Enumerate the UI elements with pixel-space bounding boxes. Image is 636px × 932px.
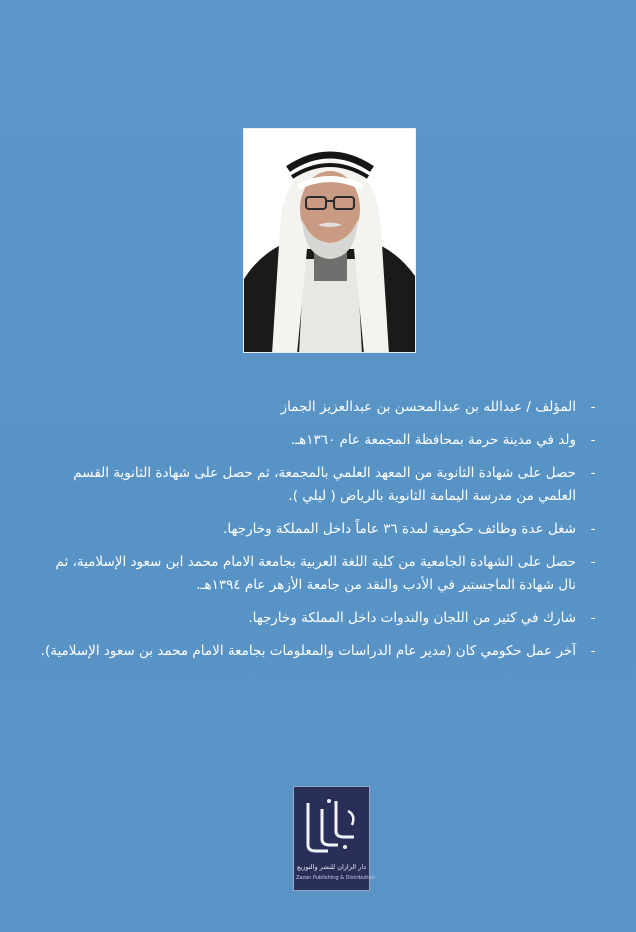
bullet-dash: - [590,521,596,537]
bio-item-text: حصل على الشهادة الجامعية من كلية اللغة العربية بجامعة الامام محمد ابن سعود الإسلامية، ثم نال شهادة الماجستير في الأدب والنقد من جامعة الأزهر عام ١٣٩٤هـ. [55,554,576,593]
bullet-dash: - [590,432,596,448]
bio-item-text: ولد في مدينة حرمة بمحافظة المجمعة عام ١٣٦٠هـ. [290,432,576,448]
bio-item-text: المؤلف / عبدالله بن عبدالمحسن بن عبدالعزيز الجماز [280,399,576,415]
bullet-dash: - [590,554,596,570]
bullet-dash: - [590,465,596,481]
publisher-name-english: Zazan Publishing & Distribution [296,875,375,881]
author-photo [243,128,416,353]
bio-item [40,640,600,663]
publisher-calligraphy-mark [302,795,361,857]
bio-item [40,396,600,419]
bio-item-text: آخر عمل حكومي كان (مدير عام الدراسات والمعلومات بجامعة الامام محمد بن سعود الإسلامية). [40,643,576,659]
bullet-dash: - [590,643,596,659]
bio-item-text: شارك في كثير من اللجان والندوات داخل المملكة وخارجها. [248,610,576,626]
author-portrait-illustration [244,129,416,353]
bullet-dash: - [590,610,596,626]
bio-item-text: شغل عدة وظائف حكومية لمدة ٣٦ عاماً داخل المملكة وخارجها. [223,521,576,537]
author-bio-list [40,396,600,673]
bio-item [40,607,600,630]
bio-item-text: حصل على شهادة الثانوية من المعهد العلمي بالمجمعة، ثم حصل على شهادة الثانوية القسم العلمي من مدرسة اليمامة الثانوية بالرياض ( ليلي ). [73,465,576,504]
bio-item [40,551,600,597]
publisher-name-arabic: دار الزازان للنشر والتوزيع [296,863,367,871]
bullet-dash: - [590,399,596,415]
bio-item [40,462,600,508]
bio-item [40,518,600,541]
publisher-logo [293,786,375,891]
bio-item [40,429,600,452]
